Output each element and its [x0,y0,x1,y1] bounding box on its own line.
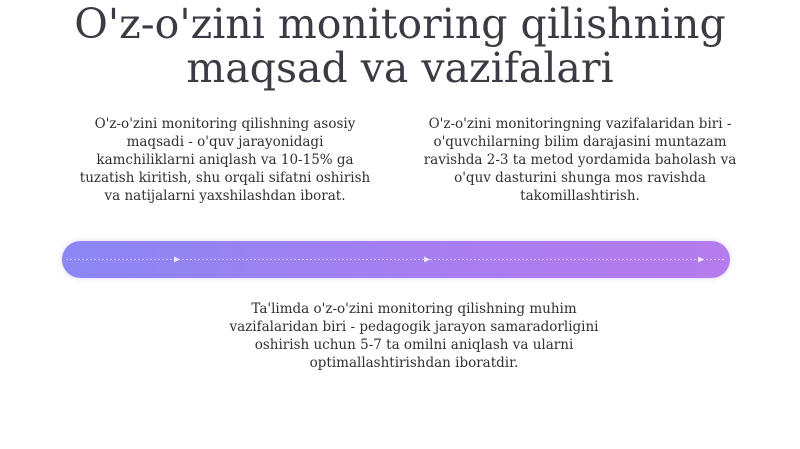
arrow-head-icon-3 [698,257,704,263]
timeline-arrows [62,241,730,278]
effectiveness-text-block: Ta'limda o'z-o'zini monitoring qilishning muhim vazifalaridan biri - pedagogik jarayon samaradorligini oshirish uchun 5-7 ta omilni aniqlash va ularni optimallashtirishdan iboratdir. [229,301,599,371]
timeline-bar [62,241,730,278]
arrow-head-icon-2 [424,257,430,263]
title-line-1: O'z-o'zini monitoring qilishning [74,0,726,48]
task-text-block: O'z-o'zini monitoringning vazifalaridan biri - o'quvchilarning bilim darajasini muntazam ravishda 2-3 ta metod yordamida baholash va o'quv dasturini shunga mos ravishda takomillashtirish. [423,116,737,204]
title-line-2: maqsad va vazifalari [186,44,614,92]
page-title [0,2,800,90]
arrow-head-icon-1 [174,257,180,263]
goal-text-block: O'z-o'zini monitoring qilishning asosiy maqsadi - o'quv jarayonidagi kamchiliklarni aniqlash va 10-15% ga tuzatish kiritish, shu orqali sifatni oshirish va natijalarni yaxshilashdan iborat. [79,116,371,204]
